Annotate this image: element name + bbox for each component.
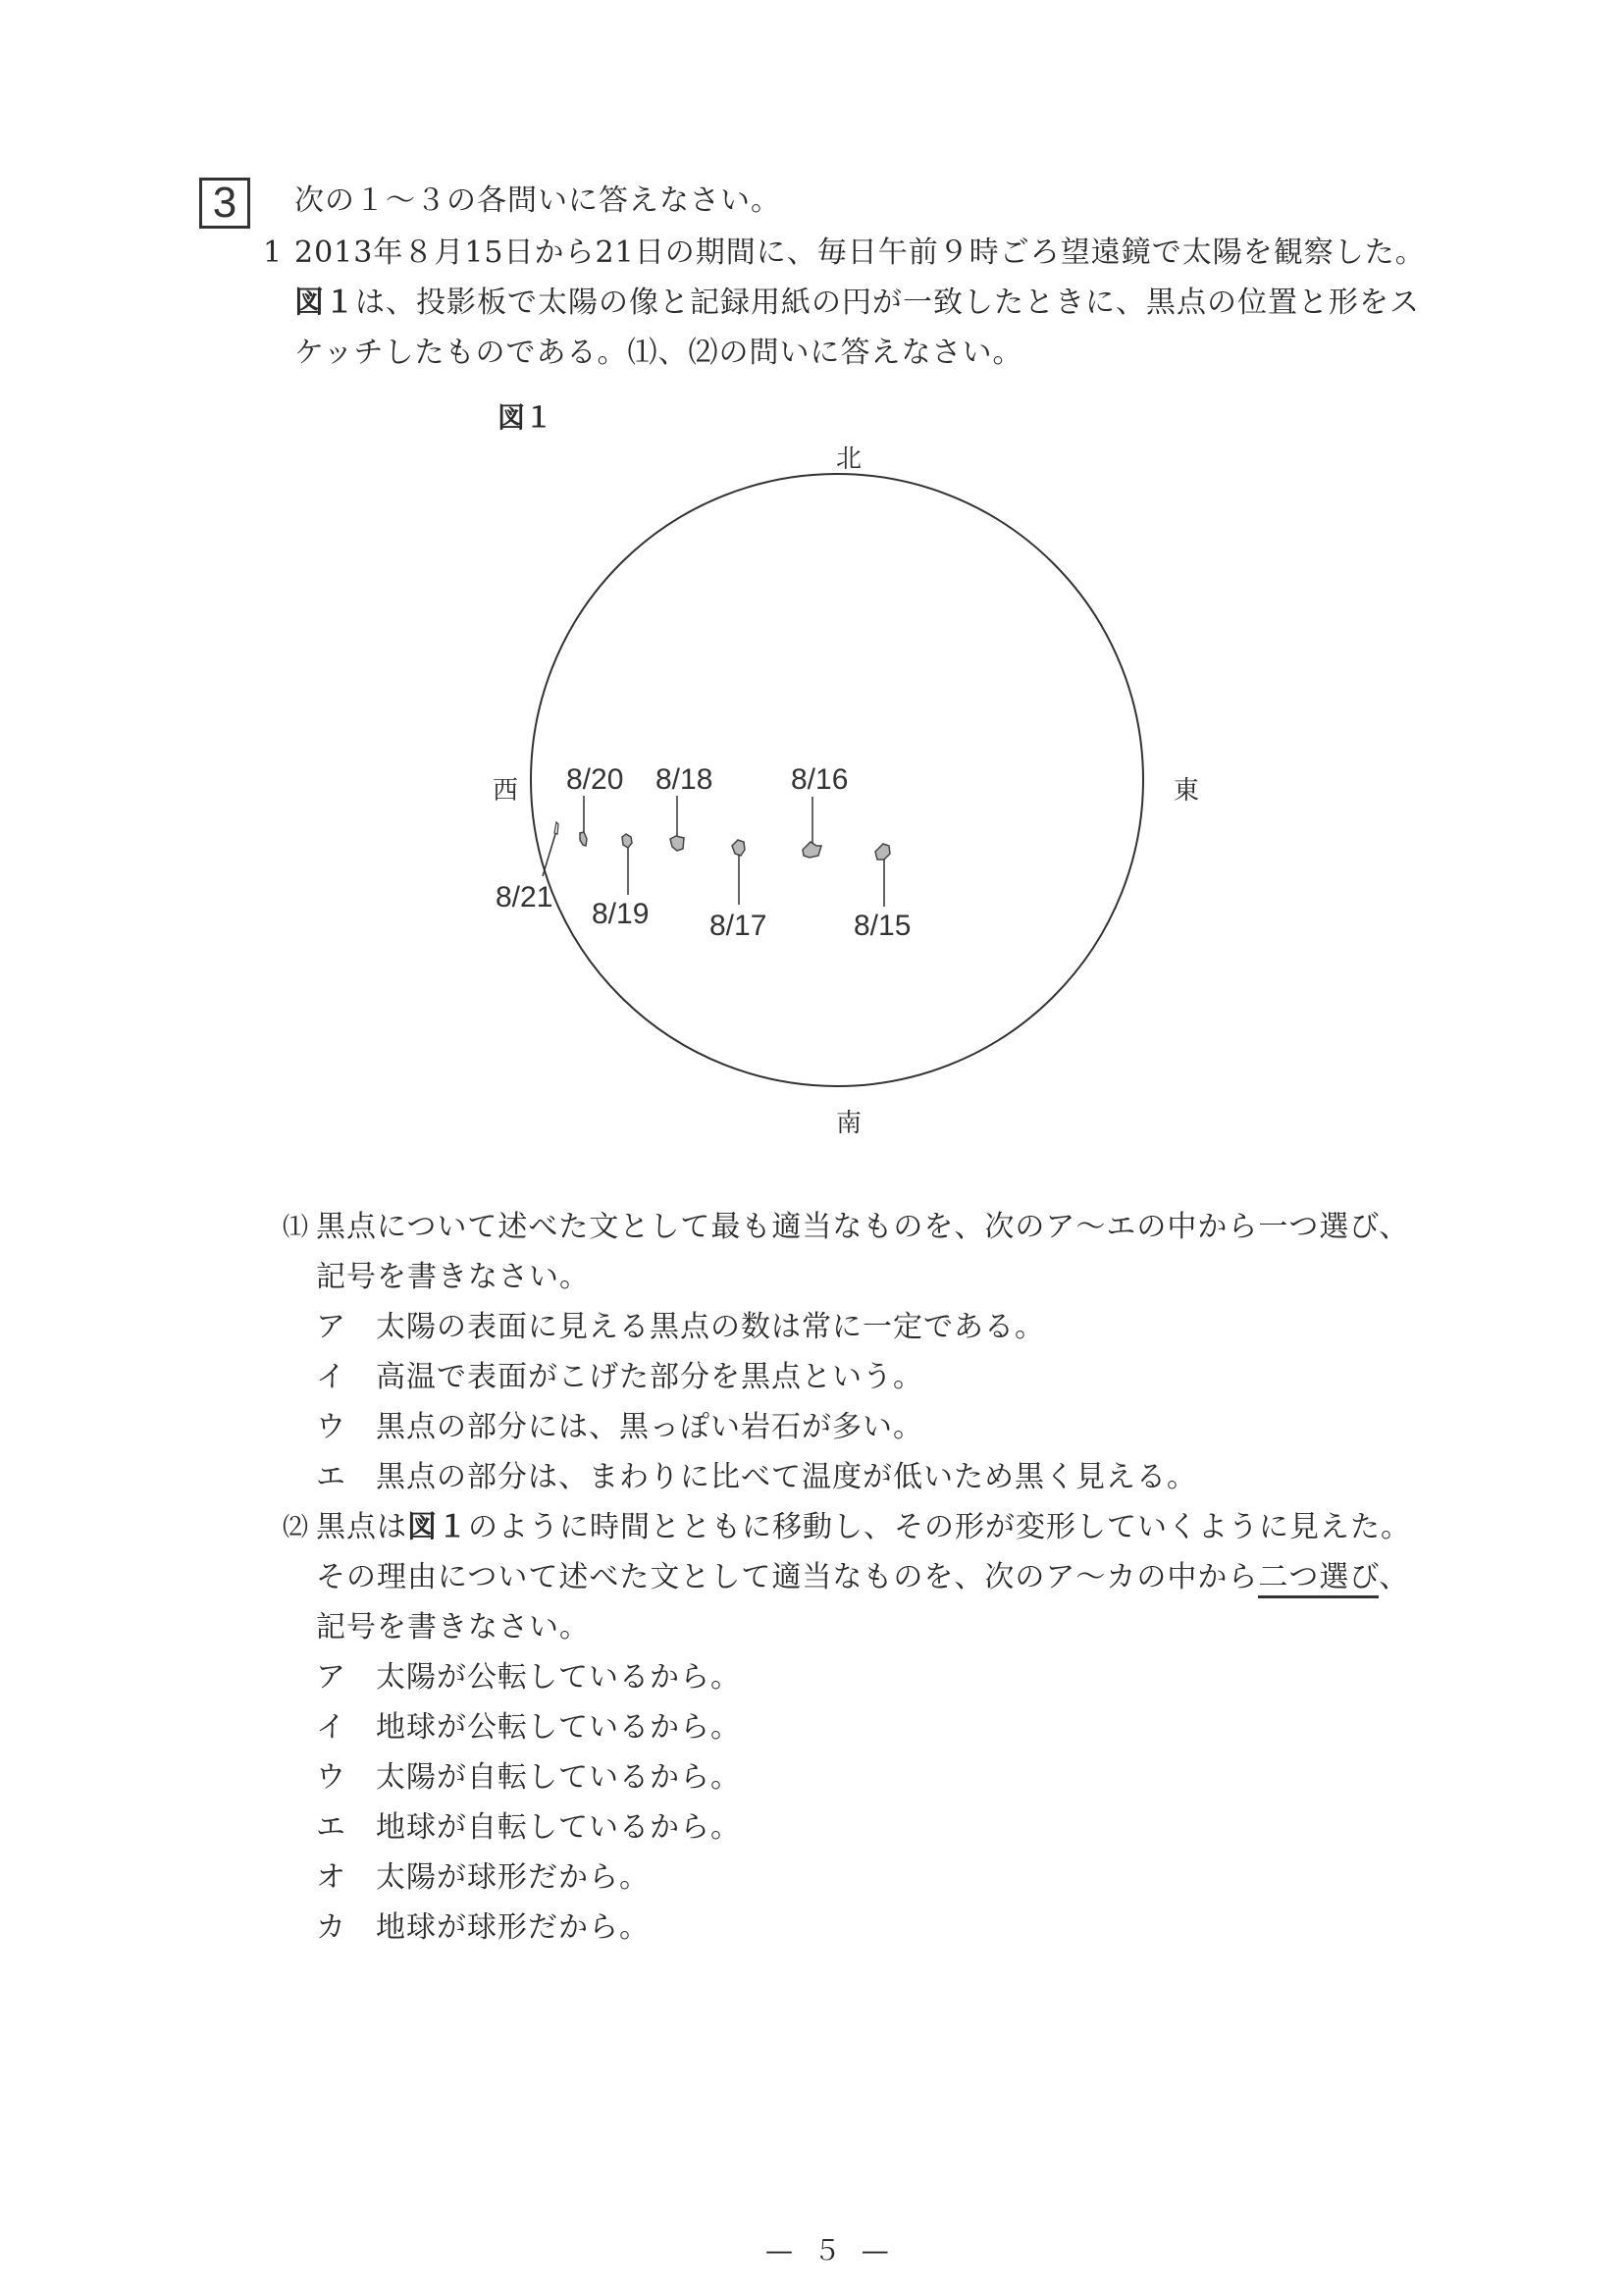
- part1-line1: 2013年８月15日から21日の期間に、毎日午前９時ごろ望遠鏡で太陽を観察した。: [294, 235, 1426, 270]
- figure-label: 図１: [497, 401, 553, 434]
- option-text: 黒点の部分は、まわりに比べて温度が低いため黒く見える。: [376, 1460, 1197, 1494]
- option-key: オ: [316, 1860, 346, 1895]
- question-intro: 次の１～３の各問いに答えなさい。: [294, 183, 781, 218]
- option-key: カ: [316, 1910, 346, 1945]
- sub2-option-a: [316, 1660, 741, 1695]
- option-text: 地球が自転しているから。: [376, 1810, 741, 1845]
- sub1-option-i: [316, 1360, 923, 1394]
- option-text: 地球が球形だから。: [376, 1910, 650, 1945]
- part1-number: 1: [263, 235, 284, 270]
- question-number: 3: [212, 179, 237, 227]
- option-key: ア: [316, 1660, 346, 1695]
- sub1-line1: 黒点について述べた文として最も適当なものを、次のア～エの中から一つ選び、: [316, 1210, 1410, 1244]
- part1-line3: ケッチしたものである。⑴、⑵の問いに答えなさい。: [294, 336, 1023, 370]
- sub2-line1-end: のように時間とともに移動し、その形が変形していくように見えた。: [468, 1510, 1411, 1544]
- emphasis-choose-two: 二つ選び: [1258, 1560, 1379, 1598]
- option-key: エ: [316, 1460, 346, 1494]
- direction-south: 南: [836, 1109, 863, 1138]
- direction-west: 西: [493, 776, 519, 806]
- option-key: ア: [316, 1310, 346, 1344]
- date-label-8-21: 8/21: [496, 881, 553, 913]
- option-text: 地球が公転しているから。: [376, 1710, 741, 1745]
- option-key: エ: [316, 1810, 346, 1845]
- option-key: ウ: [316, 1410, 346, 1444]
- date-label-8-15: 8/15: [854, 910, 912, 942]
- date-label-8-17: 8/17: [709, 910, 767, 942]
- sub2-line3: 記号を書きなさい。: [316, 1610, 590, 1644]
- page-number: — ５ —: [765, 2234, 895, 2267]
- sub1-option-u: [316, 1410, 923, 1444]
- figure-reference: 図１: [294, 286, 355, 320]
- direction-north: 北: [836, 444, 863, 474]
- option-key: イ: [316, 1360, 346, 1394]
- sub2-line1: [316, 1510, 1411, 1544]
- sub2-line2: [316, 1560, 1410, 1594]
- date-label-8-18: 8/18: [655, 763, 713, 796]
- date-label-8-20: 8/20: [566, 763, 624, 796]
- sub2-line2-end: 、: [1379, 1560, 1410, 1594]
- part1-line2-text: は、投影板で太陽の像と記録用紙の円が一致したときに、黒点の位置と形をス: [355, 286, 1420, 320]
- sub2-line1-start: 黒点は: [316, 1510, 407, 1544]
- sub2-option-u: [316, 1760, 741, 1795]
- option-text: 太陽が公転しているから。: [376, 1660, 741, 1695]
- sub2-line2-start: その理由について述べた文として適当なものを、次のア～カの中から: [316, 1560, 1259, 1594]
- option-text: 黒点の部分には、黒っぽい岩石が多い。: [376, 1410, 923, 1444]
- option-key: イ: [316, 1710, 346, 1745]
- sub1-option-a: [316, 1310, 1045, 1344]
- option-text: 太陽が自転しているから。: [376, 1760, 741, 1795]
- sub2-option-o: [316, 1860, 650, 1895]
- figure-reference: 図１: [407, 1510, 468, 1544]
- sub2-number: ⑵: [283, 1513, 310, 1542]
- sub1-line2: 記号を書きなさい。: [316, 1260, 590, 1294]
- option-key: ウ: [316, 1760, 346, 1795]
- date-label-8-16: 8/16: [791, 763, 849, 796]
- direction-east: 東: [1174, 776, 1200, 806]
- sub2-option-i: [316, 1710, 741, 1745]
- sub1-number: ⑴: [283, 1213, 310, 1242]
- sub1-option-e: [316, 1460, 1197, 1494]
- option-text: 太陽が球形だから。: [376, 1860, 650, 1895]
- sub2-option-ka: [316, 1910, 650, 1945]
- option-text: 太陽の表面に見える黒点の数は常に一定である。: [376, 1310, 1045, 1344]
- date-label-8-19: 8/19: [592, 898, 650, 930]
- option-text: 高温で表面がこげた部分を黒点という。: [376, 1360, 923, 1394]
- sub2-option-e: [316, 1810, 741, 1845]
